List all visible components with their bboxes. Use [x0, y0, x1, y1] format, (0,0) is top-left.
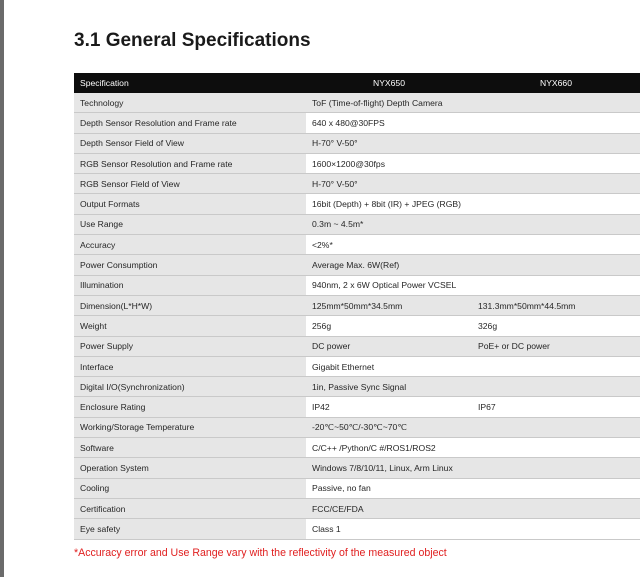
nyx650-value-cell: H-70° V-50° [306, 133, 472, 153]
spec-label-cell: RGB Sensor Resolution and Frame rate [74, 153, 306, 173]
footnote: *Accuracy error and Use Range vary with the reflectivity of the measured object [74, 547, 447, 559]
spec-label-cell: Technology [74, 93, 306, 113]
spec-label-cell: Eye safety [74, 519, 306, 539]
table-row [74, 397, 640, 417]
table-row [74, 458, 640, 478]
nyx660-value-cell [472, 235, 640, 255]
nyx650-value-cell: 940nm, 2 x 6W Optical Power VCSEL [306, 275, 472, 295]
table-row [74, 316, 640, 336]
table-row [74, 93, 640, 113]
nyx660-value-cell: PoE+ or DC power [472, 336, 640, 356]
nyx660-value-cell: 326g [472, 316, 640, 336]
nyx660-value-cell [472, 438, 640, 458]
nyx650-value-cell: Average Max. 6W(Ref) [306, 255, 472, 275]
table-row [74, 174, 640, 194]
nyx650-value-cell: C/C++ /Python/C #/ROS1/ROS2 [306, 438, 472, 458]
spec-label-cell: Use Range [74, 214, 306, 234]
nyx660-value-cell: 131.3mm*50mm*44.5mm [472, 295, 640, 315]
nyx650-value-cell: 0.3m ~ 4.5m* [306, 214, 472, 234]
nyx660-value-cell [472, 458, 640, 478]
spec-label-cell: Enclosure Rating [74, 397, 306, 417]
nyx660-value-cell [472, 133, 640, 153]
table-header-row [74, 73, 640, 93]
nyx660-value-cell [472, 275, 640, 295]
section-title: 3.1 General Specifications [74, 30, 311, 51]
table-row [74, 356, 640, 376]
nyx660-value-cell [472, 377, 640, 397]
table-row [74, 478, 640, 498]
nyx650-value-cell: Passive, no fan [306, 478, 472, 498]
spec-label-cell: Certification [74, 498, 306, 518]
page-edge-divider [0, 0, 4, 577]
nyx660-value-cell [472, 113, 640, 133]
nyx650-value-cell: H-70° V-50° [306, 174, 472, 194]
nyx660-value-cell [472, 194, 640, 214]
table-row [74, 498, 640, 518]
table-row [74, 194, 640, 214]
nyx650-value-cell: Gigabit Ethernet [306, 356, 472, 376]
table-row [74, 336, 640, 356]
table-body [74, 93, 640, 539]
header-nyx660: NYX660 [539, 78, 572, 88]
nyx660-value-cell [472, 498, 640, 518]
spec-label-cell: Software [74, 438, 306, 458]
table-row [74, 255, 640, 275]
nyx650-value-cell: 16bit (Depth) + 8bit (IR) + JPEG (RGB) [306, 194, 472, 214]
nyx660-value-cell [472, 255, 640, 275]
nyx650-value-cell: 1in, Passive Sync Signal [306, 377, 472, 397]
spec-label-cell: Interface [74, 356, 306, 376]
header-nyx650: NYX650 [372, 78, 405, 88]
nyx660-value-cell [472, 478, 640, 498]
table-row [74, 153, 640, 173]
spec-label-cell: Working/Storage Temperature [74, 417, 306, 437]
nyx650-value-cell: 640 x 480@30FPS [306, 113, 472, 133]
nyx660-value-cell: IP67 [472, 397, 640, 417]
nyx650-value-cell: <2%* [306, 235, 472, 255]
spec-label-cell: Cooling [74, 478, 306, 498]
nyx650-value-cell: Windows 7/8/10/11, Linux, Arm Linux [306, 458, 472, 478]
nyx660-value-cell [472, 93, 640, 113]
table-row [74, 113, 640, 133]
nyx650-value-cell: 256g [306, 316, 472, 336]
table-row [74, 133, 640, 153]
nyx650-value-cell: DC power [306, 336, 472, 356]
table-row [74, 235, 640, 255]
spec-label-cell: Illumination [74, 275, 306, 295]
nyx650-value-cell: 125mm*50mm*34.5mm [306, 295, 472, 315]
table-row [74, 438, 640, 458]
spec-label-cell: Power Supply [74, 336, 306, 356]
spec-label-cell: Digital I/O(Synchronization) [74, 377, 306, 397]
nyx650-value-cell: ToF (Time-of-flight) Depth Camera [306, 93, 472, 113]
nyx650-value-cell: FCC/CE/FDA [306, 498, 472, 518]
spec-label-cell: Weight [74, 316, 306, 336]
header-specification: Specification [80, 78, 129, 88]
table-row [74, 519, 640, 539]
nyx660-value-cell [472, 417, 640, 437]
table-row [74, 377, 640, 397]
spec-label-cell: Power Consumption [74, 255, 306, 275]
spec-label-cell: Dimension(L*H*W) [74, 295, 306, 315]
nyx650-value-cell: -20℃~50℃/-30℃~70℃ [306, 417, 472, 437]
nyx660-value-cell [472, 214, 640, 234]
spec-label-cell: Operation System [74, 458, 306, 478]
table-row [74, 295, 640, 315]
table-row [74, 417, 640, 437]
table-row [74, 275, 640, 295]
spec-label-cell: Output Formats [74, 194, 306, 214]
nyx650-value-cell: 1600×1200@30fps [306, 153, 472, 173]
nyx650-value-cell: Class 1 [306, 519, 472, 539]
spec-label-cell: Depth Sensor Resolution and Frame rate [74, 113, 306, 133]
specifications-table [74, 73, 640, 540]
nyx650-value-cell: IP42 [306, 397, 472, 417]
nyx660-value-cell [472, 519, 640, 539]
nyx660-value-cell [472, 356, 640, 376]
spec-label-cell: Depth Sensor Field of View [74, 133, 306, 153]
nyx660-value-cell [472, 174, 640, 194]
spec-label-cell: RGB Sensor Field of View [74, 174, 306, 194]
nyx660-value-cell [472, 153, 640, 173]
table-row [74, 214, 640, 234]
spec-label-cell: Accuracy [74, 235, 306, 255]
